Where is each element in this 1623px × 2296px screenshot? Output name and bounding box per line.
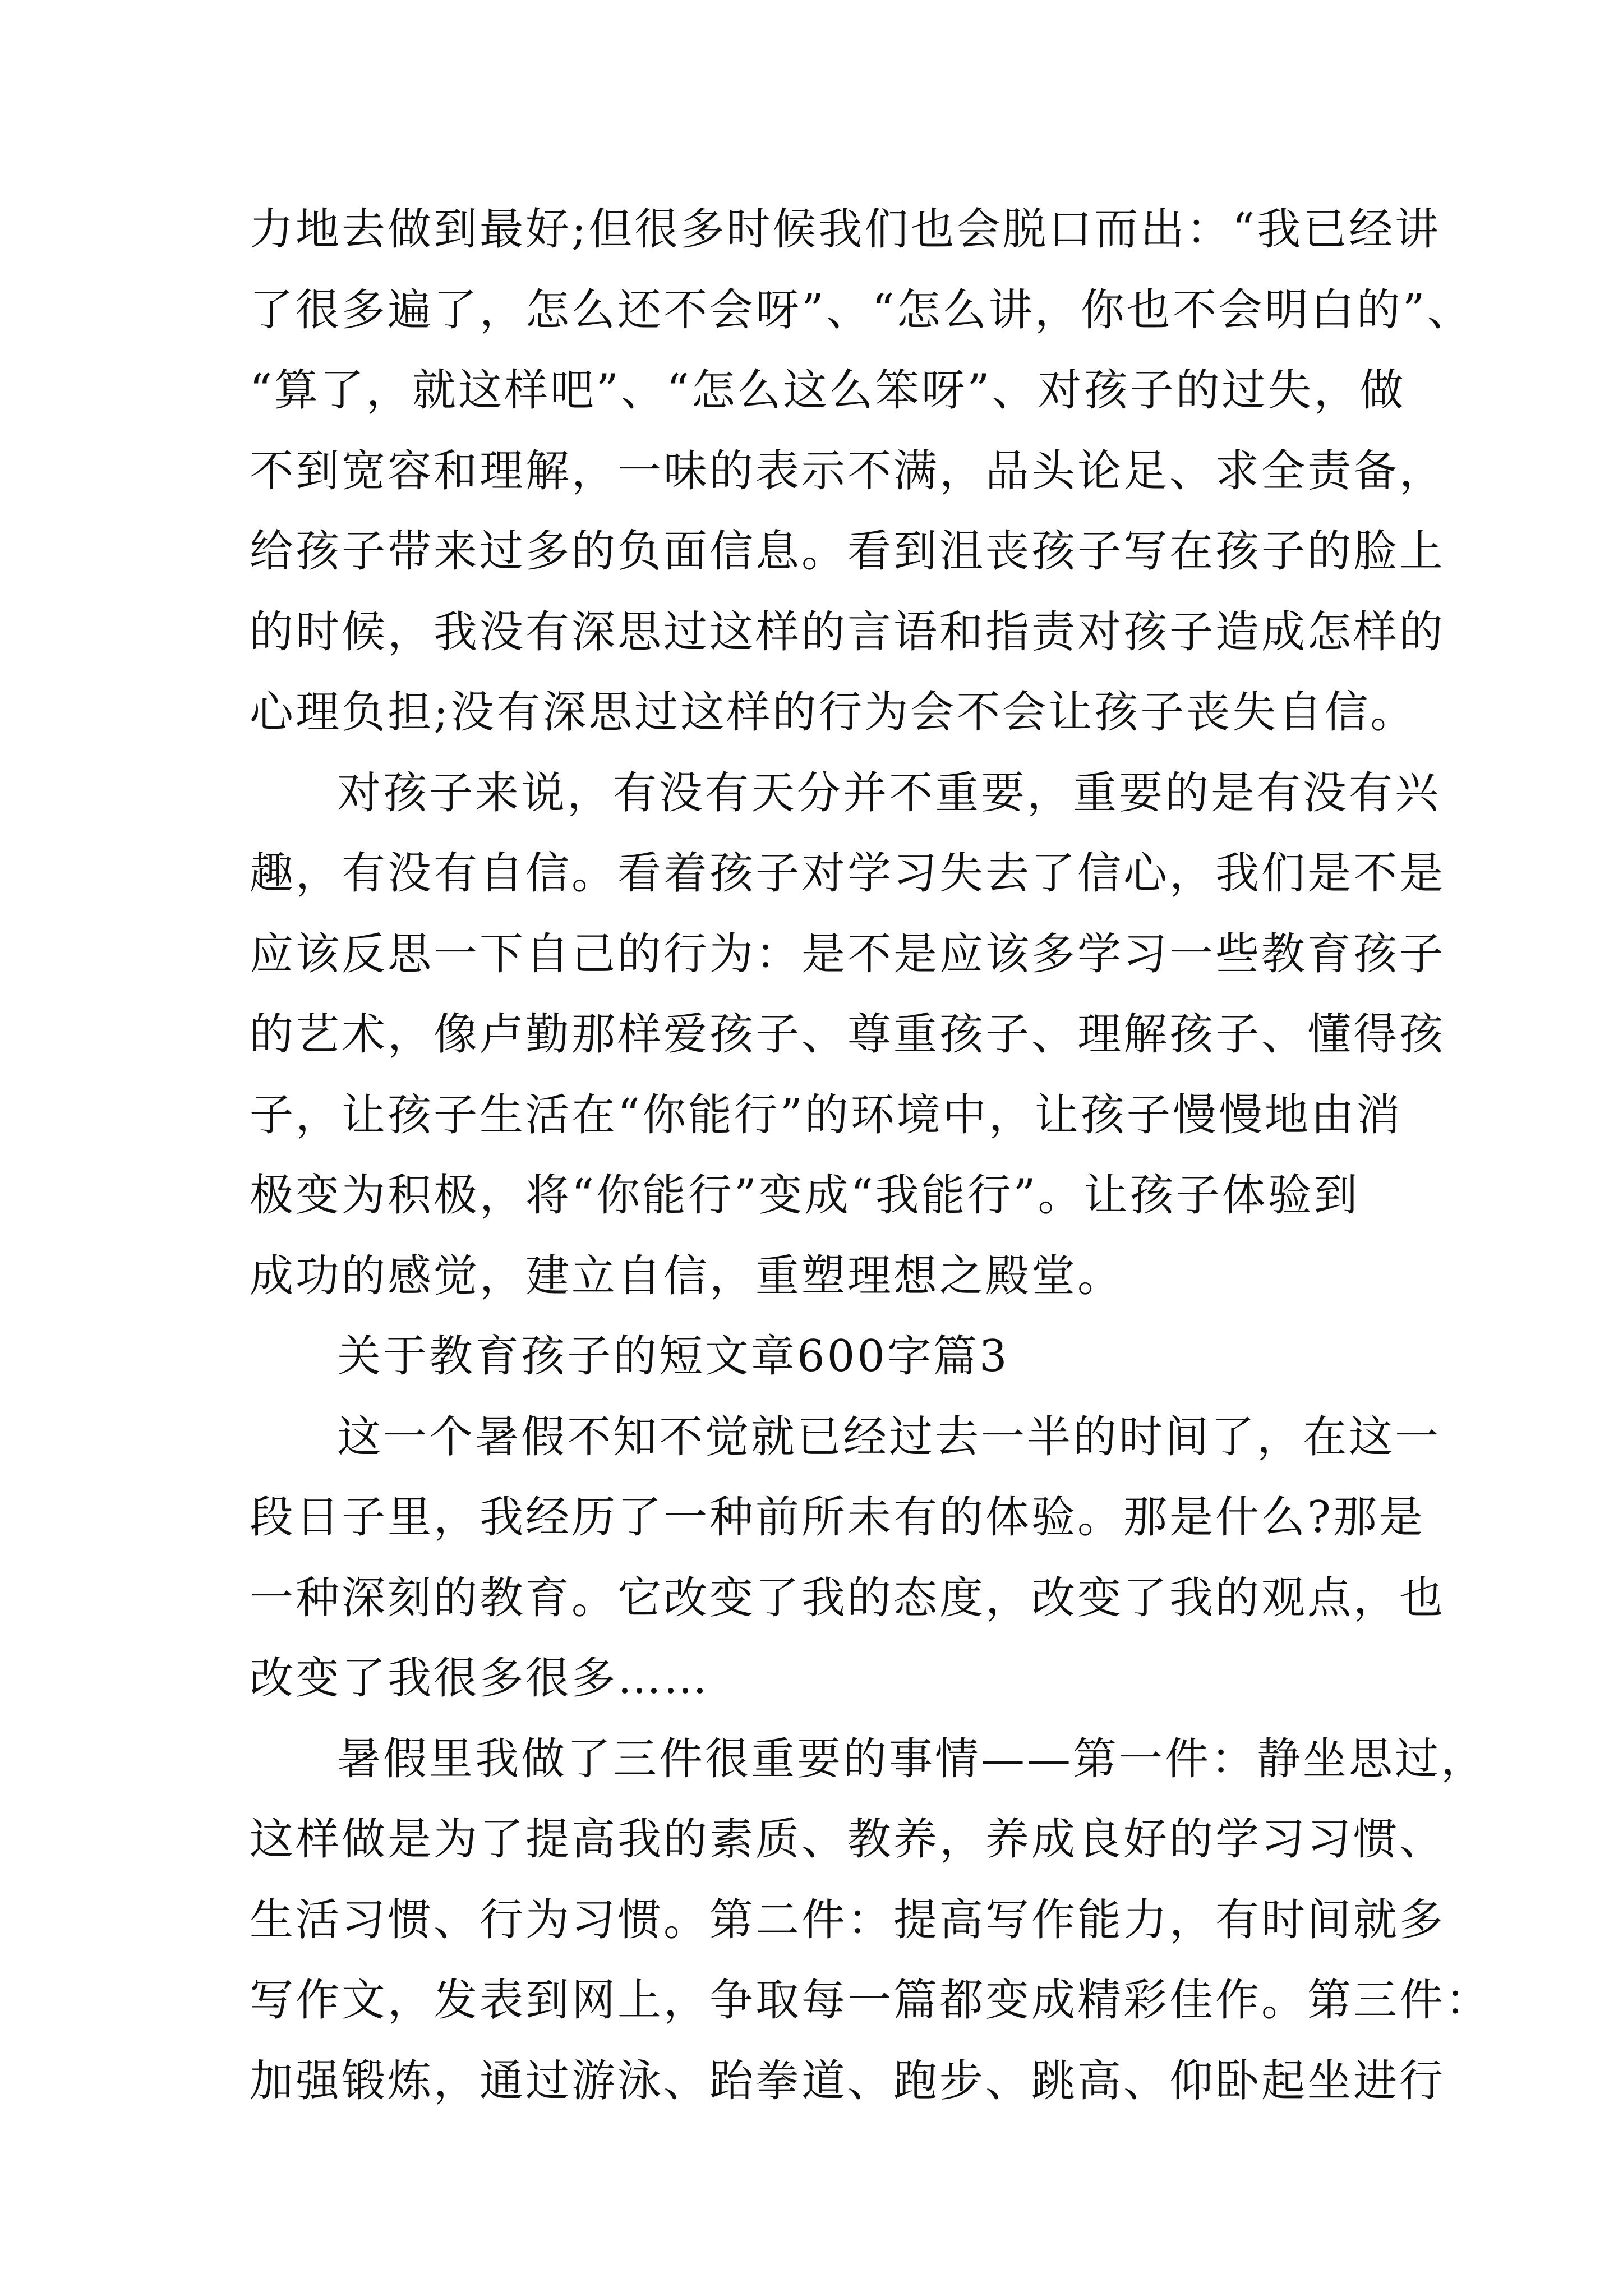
- paragraph-3: [250, 1397, 1446, 1719]
- document-body: [250, 190, 1492, 2122]
- text-line: “算了，就这样吧”、“怎么这么笨呀”、对孩子的过失，做: [250, 365, 1406, 416]
- text-line: 成功的感觉，建立自信，重塑理想之殿堂。: [250, 1250, 1124, 1301]
- text-line: 给孩子带来过多的负面信息。看到沮丧孩子写在孩子的脸上: [250, 526, 1446, 577]
- text-line: 暑假里我做了三件很重要的事情——第一件：静坐思过，: [337, 1733, 1487, 1784]
- text-line: 力地去做到最好;但很多时候我们也会脱口而出：“我已经讲: [250, 204, 1441, 255]
- text-line: 加强锻炼，通过游泳、跆拳道、跑步、跳高、仰卧起坐进行: [250, 2055, 1446, 2106]
- text-line: 改变了我很多很多……: [250, 1653, 710, 1704]
- text-line: 不到宽容和理解，一味的表示不满，品头论足、求全责备，: [250, 445, 1446, 496]
- text-line: 趣，有没有自信。看着孩子对学习失去了信心，我们是不是: [250, 848, 1446, 899]
- text-line: 应该反思一下自己的行为：是不是应该多学习一些教育孩子: [250, 928, 1446, 979]
- paragraph-2: [250, 753, 1446, 1317]
- text-line: 一种深刻的教育。它改变了我的态度，改变了我的观点，也: [250, 1572, 1446, 1623]
- text-line: 这样做是为了提高我的素质、教养，养成良好的学习习惯、: [250, 1814, 1446, 1865]
- text-line: 段日子里，我经历了一种前所未有的体验。那是什么?那是: [250, 1492, 1425, 1543]
- section-heading: [250, 1317, 1416, 1397]
- paragraph-1: [250, 190, 1473, 753]
- section-heading-text: 关于教育孩子的短文章600字篇3: [337, 1331, 1009, 1382]
- text-line: 心理负担;没有深思过这样的行为会不会让孩子丧失自信。: [250, 687, 1417, 738]
- text-line: 写作文，发表到网上，争取每一篇都变成精彩佳作。第三件：: [250, 1975, 1492, 2026]
- paragraph-4: [250, 1719, 1492, 2122]
- text-line: 子，让孩子生活在“你能行”的环境中，让孩子慢慢地由消: [250, 1089, 1403, 1140]
- text-line: 生活习惯、行为习惯。第二件：提高写作能力，有时间就多: [250, 1894, 1446, 1945]
- text-line: 了很多遍了，怎么还不会呀”、“怎么讲，你也不会明白的”、: [250, 284, 1473, 335]
- text-line: 这一个暑假不知不觉就已经过去一半的时间了，在这一: [337, 1411, 1441, 1462]
- text-line: 的艺术，像卢勤那样爱孩子、尊重孩子、理解孩子、懂得孩: [250, 1009, 1446, 1060]
- text-line: 极变为积极，将“你能行”变成“我能行”。让孩子体验到: [250, 1170, 1360, 1221]
- text-line: 的时候，我没有深思过这样的言语和指责对孩子造成怎样的: [250, 606, 1446, 657]
- text-line: 对孩子来说，有没有天分并不重要，重要的是有没有兴: [337, 767, 1441, 818]
